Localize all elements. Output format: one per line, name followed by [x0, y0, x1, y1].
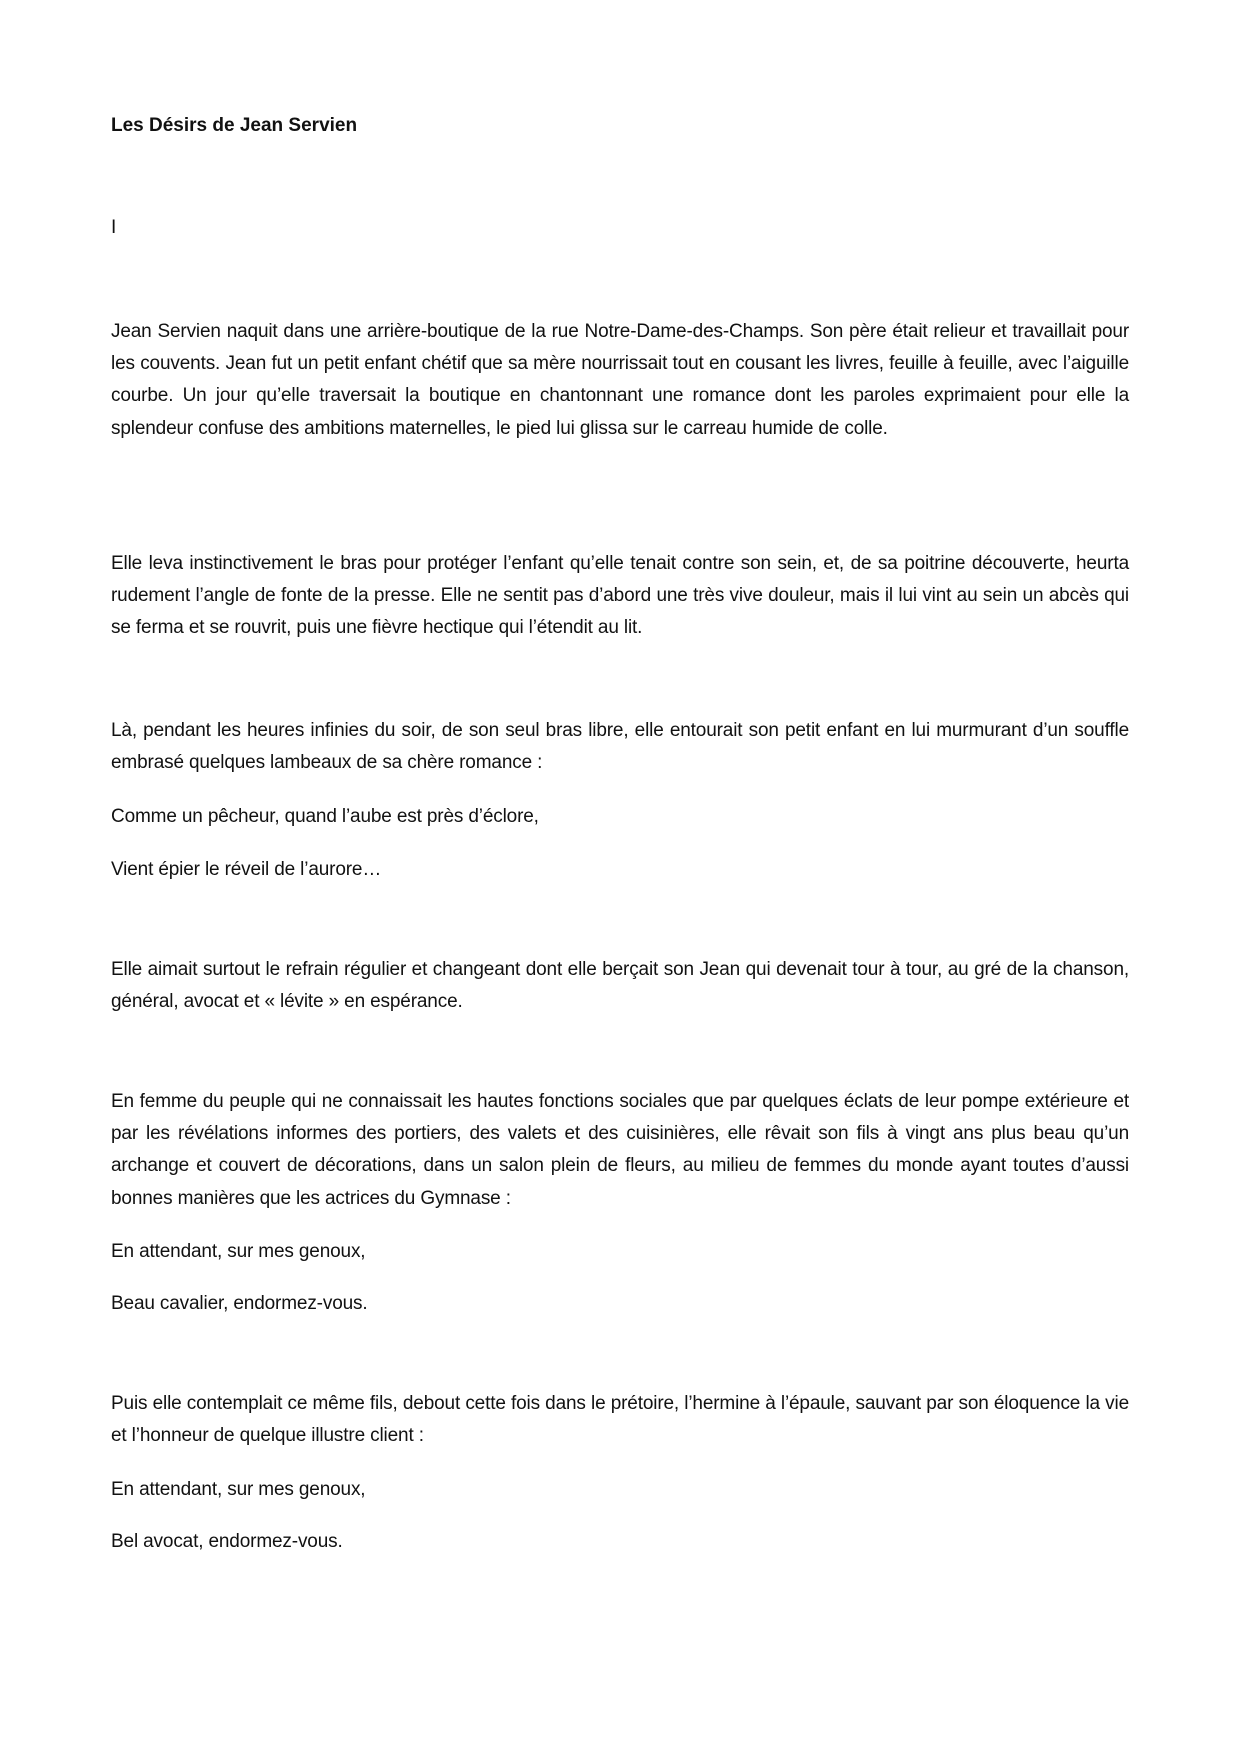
- paragraph-1: Jean Servien naquit dans une arrière-boutique de la rue Notre-Dame-des-Champs. Son père était relieur et travaillait pour les couvents. Jean fut un petit enfant chétif que sa mère nourrissait tout en cousant les livres, feuille à feuille, avec l’aiguille courbe. Un jour qu’elle traversait la boutique en chantonnant une romance dont les paroles exprimaient pour elle la splendeur confuse des ambitions maternelles, le pied lui glissa sur le carreau humide de colle.: [111, 321, 1129, 439]
- document-title: Les Désirs de Jean Servien: [111, 115, 358, 136]
- verse-line-2: Vient épier le réveil de l’aurore…: [111, 859, 382, 880]
- verse-line-1: Comme un pêcheur, quand l’aube est près d’éclore,: [111, 806, 539, 827]
- paragraph-4: Elle aimait surtout le refrain régulier et changeant dont elle berçait son Jean qui devenait tour à tour, au gré de la chanson, général, avocat et « lévite » en espérance.: [111, 959, 1129, 1013]
- paragraph-6: Puis elle contemplait ce même fils, debout cette fois dans le prétoire, l’hermine à l’épaule, sauvant par son éloquence la vie et l’honneur de quelque illustre client :: [111, 1393, 1129, 1447]
- verse-line-6: Bel avocat, endormez-vous.: [111, 1531, 343, 1552]
- verse-line-3: En attendant, sur mes genoux,: [111, 1241, 366, 1262]
- paragraph-3: Là, pendant les heures infinies du soir, de son seul bras libre, elle entourait son petit enfant en lui murmurant d’un souffle embrasé quelques lambeaux de sa chère romance :: [111, 720, 1129, 774]
- paragraph-2: Elle leva instinctivement le bras pour protéger l’enfant qu’elle tenait contre son sein, et, de sa poitrine découverte, heurta rudement l’angle de fonte de la presse. Elle ne sentit pas d’abord une très vive douleur, mais il lui vint au sein un abcès qui se ferma et se rouvrit, puis une fièvre hectique qui l’étendit au lit.: [111, 553, 1129, 639]
- verse-line-4: Beau cavalier, endormez-vous.: [111, 1293, 368, 1314]
- chapter-heading: I: [111, 217, 117, 238]
- paragraph-5: En femme du peuple qui ne connaissait les hautes fonctions sociales que par quelques éclats de leur pompe extérieure et par les révélations informes des portiers, des valets et des cuisinières, elle rêvait son fils à vingt ans plus beau qu’un archange et couvert de décorations, dans un salon plein de fleurs, au milieu de femmes du monde ayant toutes d’aussi bonnes manières que les actrices du Gymnase :: [111, 1091, 1129, 1209]
- verse-line-5: En attendant, sur mes genoux,: [111, 1479, 366, 1500]
